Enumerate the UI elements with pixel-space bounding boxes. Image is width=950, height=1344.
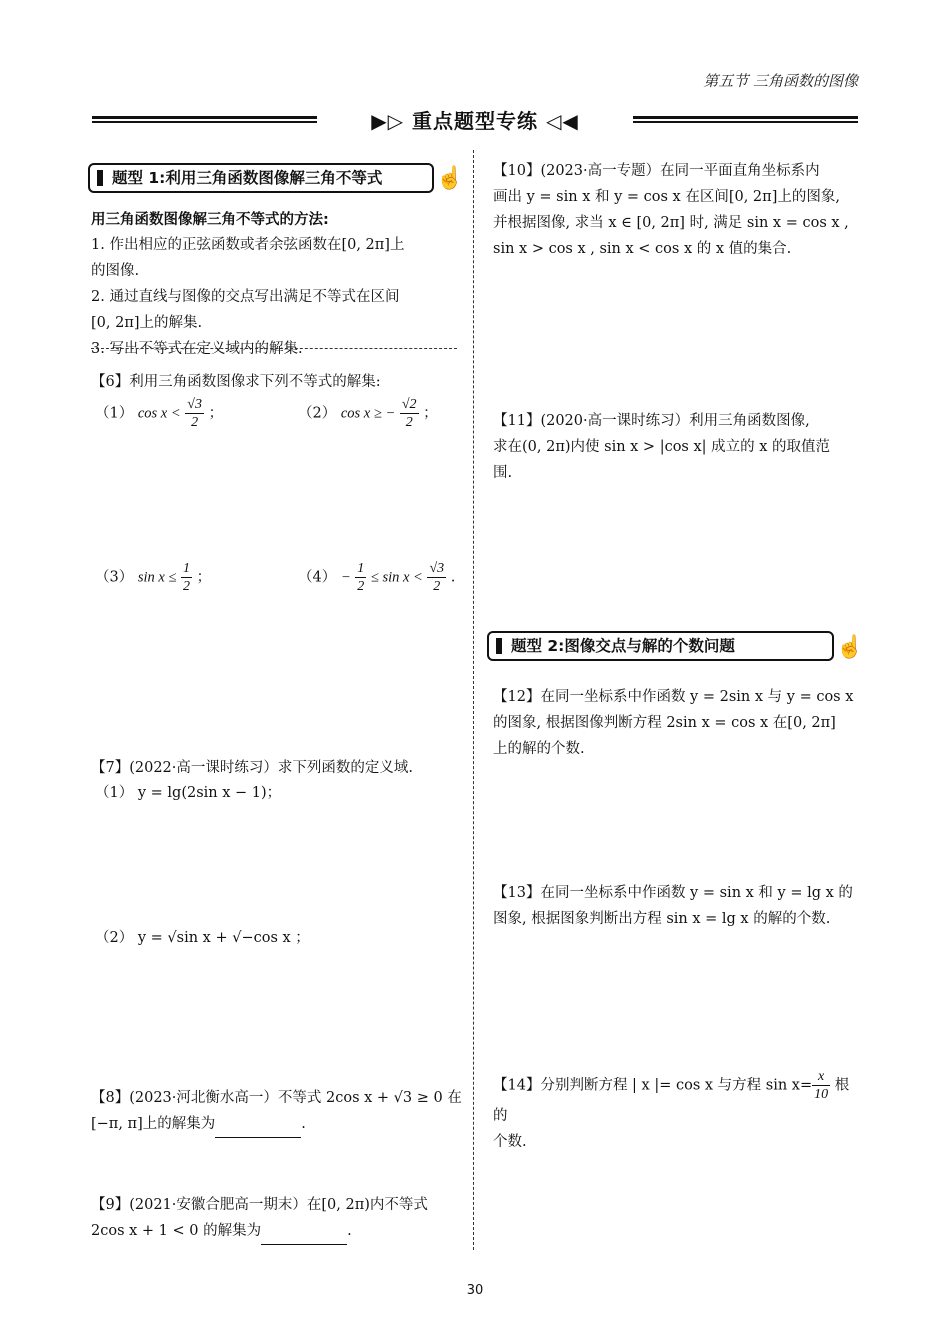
column-divider	[473, 150, 474, 1250]
q13	[493, 880, 863, 932]
fraction: $\frac{1}{2}$	[357, 561, 365, 594]
q6-part3: （3） sin x ≤ $\frac{1}{2}$ ；	[95, 561, 212, 594]
q7-part1: （1） y = lg(2sin x − 1)；	[95, 785, 282, 801]
type1-title-box	[88, 163, 434, 193]
q10-line: 【10】(2023·高一专题）在同一平面直角坐标系内	[493, 163, 820, 179]
banner-title: ▶▷ 重点题型专练 ◁◀	[371, 109, 579, 133]
q14-line1: 【14】分别判断方程 | x |= cos x 与方程 sin x= $\frac{x}{10}$ 根的	[493, 1069, 850, 1124]
q11-line: 求在(0, 2π)内使 sin x > |cos x| 成立的 x 的取值范	[493, 439, 831, 455]
page-number: 30	[466, 1283, 484, 1298]
method-step: 的图像.	[91, 263, 140, 279]
q8-line1: 【8】(2023·河北衡水高一）不等式 2cos x + √3 ≥ 0 在	[91, 1090, 462, 1106]
q13-line: 图象, 根据图象判断出方程 sin x = lg x 的解的个数.	[493, 911, 831, 927]
q6-part4: （4） − $\frac{1}{2}$ ≤ sin x < $\frac{√3}{2}$ .	[298, 561, 456, 594]
method-step: 3. 写出不等式在定义域内的解集.	[91, 341, 303, 357]
q14-line2: 个数.	[493, 1134, 527, 1150]
section-header: 第五节 三角函数的图像	[703, 72, 858, 90]
fraction: $\frac{√2}{2}$	[401, 397, 417, 430]
fraction: $\frac{√3}{2}$	[187, 397, 202, 430]
q12-line: 上的解的个数.	[493, 741, 585, 757]
answer-blank[interactable]	[261, 1218, 347, 1245]
type1-title: 题型 1:利用三角函数图像解三角不等式	[112, 169, 383, 187]
q7-part2: （2） y = √sin x + √−cos x ；	[95, 930, 310, 946]
q12	[493, 684, 863, 762]
method-title: 用三角函数图像解三角不等式的方法:	[91, 212, 329, 228]
method-step: 2. 通过直线与图像的交点写出满足不等式在区间	[91, 289, 400, 305]
method-separator	[91, 348, 457, 349]
q14	[493, 1068, 863, 1155]
q12-line: 【12】在同一坐标系中作函数 y = 2sin x 与 y = cos x	[493, 689, 854, 705]
answer-blank[interactable]	[215, 1111, 301, 1138]
q7-stem: 【7】(2022·高一课时练习）求下列函数的定义域.	[91, 760, 414, 776]
fraction: $\frac{1}{2}$	[183, 561, 191, 594]
pointing-hand-icon: ☝	[836, 635, 864, 660]
q12-line: 的图象, 根据图像判断方程 2sin x = cos x 在[0, 2π]	[493, 715, 836, 731]
q6-stem: 【6】利用三角函数图像求下列不等式的解集:	[91, 374, 381, 390]
q10-line: 画出 y = sin x 和 y = cos x 在区间[0, 2π]上的图象,	[493, 189, 840, 205]
q11-line: 【11】(2020·高一课时练习）利用三角函数图像,	[493, 413, 810, 429]
q8-line2: [−π, π]上的解集为 .	[91, 1111, 306, 1138]
pointing-hand-icon: ☝	[436, 166, 464, 191]
method-step: [0, 2π]上的解集.	[91, 315, 203, 331]
banner-rule-right	[633, 116, 858, 123]
method-steps	[91, 232, 461, 362]
q6-part1: （1） cos x < $\frac{√3}{2}$ ；	[95, 397, 224, 430]
method-step: 1. 作出相应的正弦函数或者余弦函数在[0, 2π]上	[91, 237, 405, 253]
q6-part2: （2） cos x ≥ − $\frac{√2}{2}$ ；	[298, 397, 438, 430]
type2-title: 题型 2:图像交点与解的个数问题	[511, 637, 735, 655]
q10-line: 并根据图像, 求当 x ∈ [0, 2π] 时, 满足 sin x = cos x ,	[493, 215, 849, 231]
q10-line: sin x > cos x , sin x < cos x 的 x 值的集合.	[493, 241, 792, 257]
q9-line1: 【9】(2021·安徽合肥高一期末）在[0, 2π)内不等式	[91, 1197, 428, 1213]
q10	[493, 158, 863, 262]
type2-title-box	[487, 631, 834, 661]
q9-line2: 2cos x + 1 < 0 的解集为 .	[91, 1218, 352, 1245]
q11-line: 围.	[493, 465, 513, 481]
q11	[493, 408, 863, 486]
fraction: $\frac{x}{10}$	[814, 1069, 829, 1102]
fraction: $\frac{√3}{2}$	[429, 561, 445, 594]
q13-line: 【13】在同一坐标系中作函数 y = sin x 和 y = lg x 的	[493, 885, 853, 901]
